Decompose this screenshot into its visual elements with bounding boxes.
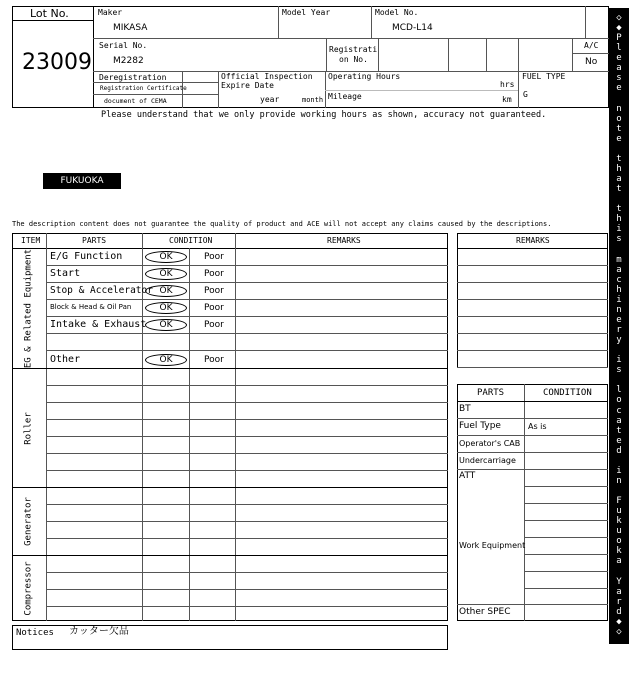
sidebar-char: h: [616, 163, 622, 174]
table-row-divider: [46, 350, 448, 351]
table-row-divider: [46, 470, 448, 471]
ok-option[interactable]: OK: [145, 302, 187, 314]
eg-row-part: E/G Function: [50, 251, 123, 262]
poor-option[interactable]: Poor: [204, 320, 224, 330]
sidebar-char: n: [616, 475, 622, 486]
model-no-label: Model No.: [375, 8, 419, 17]
inspection-label-2: Expire Date: [221, 81, 274, 90]
side-row-att: ATT: [459, 471, 476, 481]
sidebar-char: t: [616, 204, 622, 215]
sidebar-char: a: [616, 586, 622, 597]
col-item-header: ITEM: [21, 236, 41, 245]
table-row-divider: [46, 402, 448, 403]
poor-option[interactable]: Poor: [204, 269, 224, 279]
sidebar-char: o: [616, 395, 622, 406]
table-row-divider: [457, 350, 608, 351]
sidebar-char: l: [616, 43, 622, 54]
table-row-divider: [524, 503, 608, 504]
sidebar-char: r: [616, 325, 622, 335]
sidebar-char: d: [616, 606, 622, 617]
table-row-divider: [46, 453, 448, 454]
sidebar-char: i: [616, 355, 622, 366]
poor-option[interactable]: Poor: [204, 303, 224, 313]
lot-label: Lot No.: [30, 7, 69, 20]
eg-row-part: Stop & Accelerator: [50, 285, 153, 296]
table-row-divider: [457, 469, 608, 470]
table-row-divider: [46, 385, 448, 386]
table-row-divider: [524, 486, 608, 487]
sidebar-char: k: [616, 516, 622, 527]
sidebar-char: i: [616, 294, 622, 305]
side-row-operator-cab: Operator's CAB: [459, 439, 521, 448]
hours-note: Please understand that we only provide working hours as shown, accuracy not guaranteed.: [101, 110, 547, 120]
sidebar-char: t: [616, 153, 622, 164]
sidebar-char: e: [616, 314, 622, 325]
sidebar-char: o: [616, 113, 622, 124]
sidebar-char: c: [616, 274, 622, 285]
table-row-divider: [46, 589, 448, 590]
year-label: year: [260, 95, 280, 104]
col-parts-header: PARTS: [82, 236, 107, 245]
sidebar-char: P: [616, 33, 622, 44]
sidebar-char: s: [616, 73, 622, 84]
operating-hours-label: Operating Hours: [328, 72, 401, 81]
table-row-divider: [46, 606, 448, 607]
ok-option[interactable]: OK: [145, 319, 187, 331]
ok-option[interactable]: OK: [145, 251, 187, 263]
table-row-divider: [46, 572, 448, 573]
sidebar-char: c: [616, 405, 622, 416]
lot-number: 23009: [22, 50, 92, 75]
deregistration-label: Deregistration: [99, 73, 167, 82]
sidebar-char: n: [616, 304, 622, 315]
location-badge: [43, 173, 121, 189]
sidebar-char: e: [616, 83, 622, 94]
header-block: [12, 6, 609, 108]
location-badge-text: FUKUOKA: [60, 176, 104, 186]
serial-value: M2282: [113, 56, 144, 66]
table-row-divider: [46, 333, 448, 334]
sidebar-char: n: [616, 103, 622, 114]
side-row-other-spec: Other SPEC: [459, 607, 511, 617]
disclaimer: The description content does not guarantee the quality of product and ACE will not accept any claims caused by the descriptions.: [12, 220, 552, 228]
table-row-divider: [46, 504, 448, 505]
group-compressor-label: Compressor: [23, 561, 34, 616]
sidebar-char: s: [616, 365, 622, 376]
ok-option[interactable]: OK: [145, 268, 187, 280]
table-row-divider: [524, 571, 608, 572]
table-row-divider: [46, 436, 448, 437]
table-row-divider: [524, 520, 608, 521]
sidebar-char: a: [616, 174, 622, 185]
sidebar-char: ◇: [616, 626, 622, 637]
fuel-type-value: G: [523, 90, 528, 99]
registration-label-2: on No.: [339, 55, 368, 64]
table-row-divider: [457, 333, 608, 334]
sidebar-char: Y: [616, 576, 622, 587]
fuel-type-label: FUEL TYPE: [522, 72, 566, 81]
sidebar-char: h: [616, 284, 622, 295]
eg-row-part: Start: [50, 268, 81, 279]
poor-option[interactable]: Poor: [204, 252, 224, 262]
table-row-divider: [457, 265, 608, 266]
sidebar-char: ◆: [616, 23, 622, 34]
table-row-divider: [46, 521, 448, 522]
table-row-divider: [46, 419, 448, 420]
side-col-parts-header: PARTS: [477, 388, 505, 398]
registration-certificate-label: Registration Certificate: [100, 85, 187, 92]
table-row-divider: [457, 299, 608, 300]
side-row-undercarriage: Undercarriage: [459, 456, 516, 465]
table-row-divider: [457, 435, 608, 436]
poor-option[interactable]: Poor: [204, 286, 224, 296]
ok-option[interactable]: OK: [145, 285, 187, 297]
table-row-divider: [457, 604, 524, 605]
table-row-divider: [46, 316, 448, 317]
notices-value: カッター欠品: [69, 626, 129, 637]
sidebar-char: ◆: [616, 616, 622, 627]
table-row-divider: [457, 282, 608, 283]
maker-label: Maker: [98, 8, 123, 17]
sidebar-char: o: [616, 536, 622, 547]
registration-label-1: Registrati: [329, 45, 378, 54]
sidebar-char: e: [616, 133, 622, 144]
model-year-label: Model Year: [282, 8, 331, 17]
table-row-divider: [524, 588, 608, 589]
ac-label: A/C: [584, 41, 599, 50]
sidebar-char: i: [616, 465, 622, 476]
table-row-divider: [524, 554, 608, 555]
sidebar-char: t: [616, 425, 622, 436]
sidebar-char: k: [616, 546, 622, 557]
table-row-divider: [46, 282, 448, 283]
km-label: km: [502, 95, 512, 104]
group-eg-label: EG & Related Equipment: [23, 248, 34, 369]
table-row-divider: [457, 316, 608, 317]
sidebar-char: l: [616, 385, 622, 396]
sidebar-char: F: [616, 496, 622, 507]
sidebar-char: u: [616, 526, 622, 537]
table-row-divider: [524, 537, 608, 538]
side-row-bt: BT: [459, 404, 471, 414]
table-row-divider: [457, 367, 608, 368]
sidebar-char: ◇: [616, 13, 622, 23]
sidebar-char: m: [616, 254, 622, 265]
remarks-box-title: REMARKS: [516, 236, 550, 245]
sidebar-char: a: [616, 264, 622, 275]
eg-row-part-other: Other: [50, 354, 81, 365]
group-roller-label: Roller: [23, 412, 34, 445]
sidebar-char: t: [616, 184, 622, 195]
sidebar-char: a: [616, 415, 622, 426]
ac-value: No: [585, 57, 598, 67]
table-row-divider: [46, 538, 448, 539]
table-row-divider: [457, 418, 608, 419]
model-no-value: MCD-L14: [392, 23, 433, 33]
sidebar-char: u: [616, 506, 622, 517]
maker-value: MIKASA: [113, 23, 148, 33]
month-label: month: [302, 96, 324, 104]
sidebar-char: e: [616, 435, 622, 446]
sidebar-char: d: [616, 445, 622, 456]
inspection-label-1: Official Inspection: [221, 72, 313, 81]
table-row-divider: [46, 265, 448, 266]
col-condition-header: CONDITION: [169, 236, 213, 245]
sidebar-char: e: [616, 53, 622, 64]
sidebar-char: a: [616, 63, 622, 74]
sidebar-char: i: [616, 224, 622, 235]
sidebar-char: r: [616, 596, 622, 607]
side-row-fuel-type-condition: As is: [528, 422, 547, 431]
poor-option[interactable]: Poor: [204, 355, 224, 365]
cema-label: document of CEMA: [104, 97, 167, 105]
side-row-work-equipment: Work Equipment: [459, 541, 526, 550]
eg-row-part: Block & Head & Oil Pan: [50, 303, 132, 311]
notices-label: Notices: [16, 628, 54, 638]
sidebar-char: h: [616, 214, 622, 225]
table-row-divider: [457, 452, 608, 453]
side-row-fuel-type: Fuel Type: [459, 421, 501, 431]
sidebar-char: y: [616, 335, 622, 346]
group-generator-label: Generator: [23, 497, 34, 546]
sidebar-char: s: [616, 234, 622, 245]
side-col-condition-header: CONDITION: [543, 388, 592, 398]
serial-label: Serial No.: [99, 41, 148, 50]
table-row-divider: [524, 604, 608, 605]
col-remarks-header: REMARKS: [327, 236, 361, 245]
table-row-divider: [46, 299, 448, 300]
mileage-label: Mileage: [328, 92, 362, 101]
eg-row-part: Intake & Exhaust: [50, 319, 147, 330]
hrs-label: hrs: [500, 80, 515, 89]
ok-option[interactable]: OK: [145, 354, 187, 366]
sidebar-char: a: [616, 556, 622, 567]
sidebar-char: t: [616, 123, 622, 134]
remarks-box: [457, 233, 608, 368]
